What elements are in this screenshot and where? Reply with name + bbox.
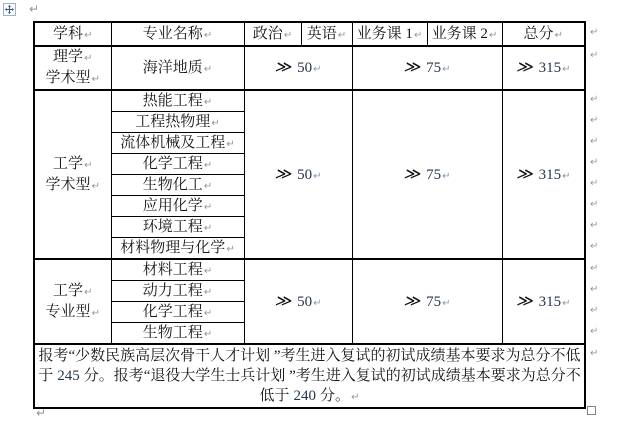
subject-line-text: 工学 (53, 155, 84, 172)
major-cell[interactable] (111, 259, 244, 281)
major-cell[interactable] (111, 175, 244, 196)
end-of-cell-mark: ↵ (413, 30, 423, 41)
gte-symbol: ≫ (274, 59, 292, 76)
end-of-row-mark: ↵ (590, 50, 599, 61)
admission-score-table (33, 21, 586, 409)
score-cell-business[interactable] (352, 259, 502, 344)
major-name: 热能工程 (142, 93, 203, 109)
end-of-cell-mark: ↵ (562, 297, 571, 309)
end-of-cell-mark: ↵ (351, 392, 360, 403)
subject-line-text: 理学 (53, 49, 84, 65)
score-value: 75 (426, 293, 442, 310)
end-of-cell-mark: ↵ (313, 64, 322, 75)
major-name: 工程热物理 (135, 114, 211, 130)
table-row (34, 259, 585, 281)
end-of-cell-mark: ↵ (91, 307, 100, 319)
end-of-cell-mark: ↵ (91, 180, 100, 192)
header-course1[interactable] (352, 22, 427, 46)
major-name: 环境工程 (142, 219, 203, 235)
score-cell-total[interactable] (502, 259, 585, 344)
score-value: 315 (538, 166, 562, 183)
end-of-cell-mark: ↵ (226, 244, 235, 255)
end-of-cell-mark: ↵ (313, 170, 322, 182)
gte-symbol: ≫ (403, 59, 421, 76)
paragraph-mark: ↵ (29, 2, 40, 16)
end-of-cell-mark: ↵ (84, 53, 93, 64)
end-of-cell-mark: ↵ (203, 202, 213, 213)
gte-symbol: ≫ (515, 165, 533, 183)
header-subject[interactable] (34, 22, 111, 46)
end-of-cell-mark: ↵ (84, 286, 93, 298)
major-name: 材料物理与化学 (120, 240, 226, 256)
end-of-cell-mark: ↵ (313, 297, 322, 309)
end-of-cell-mark: ↵ (203, 329, 213, 340)
subject-line-text: 学术型 (45, 70, 91, 86)
note-row (34, 344, 585, 408)
end-of-cell-mark: ↵ (91, 74, 100, 85)
header-english[interactable] (301, 22, 352, 46)
end-of-cell-mark: ↵ (203, 266, 213, 277)
major-name: 生物工程 (142, 325, 203, 341)
major-cell[interactable] (111, 323, 244, 345)
header-label: 学科 (53, 26, 84, 42)
note-text: 分。 (320, 388, 351, 404)
end-of-cell-mark: ↵ (203, 308, 213, 319)
subject-line-text: 专业型 (45, 303, 91, 320)
end-of-row-mark: ↵ (590, 326, 599, 338)
end-of-cell-mark: ↵ (203, 181, 213, 192)
note-text: 分。报考“退役大学生士兵计划 ”考生进入复试的初试成绩基本要求为总分不低于 (83, 368, 581, 404)
major-name: 化学工程 (142, 304, 203, 320)
header-label: 政治 (252, 26, 283, 42)
note-text: 报考“少数民族高层次骨干人才计划 ”考生进入复试的初试成绩基本要求为总分不低于 (38, 348, 581, 384)
end-of-cell-mark: ↵ (84, 159, 93, 171)
move-icon (5, 5, 14, 14)
header-major[interactable] (111, 22, 244, 46)
subject-line-text: 工学 (53, 282, 84, 299)
end-of-cell-mark: ↵ (203, 30, 213, 41)
end-of-cell-mark: ↵ (488, 30, 498, 41)
score-value: 50 (297, 293, 313, 310)
score-value: 75 (426, 166, 442, 183)
table-resize-handle[interactable] (587, 406, 596, 415)
major-cell[interactable] (111, 90, 244, 112)
end-of-row-mark: ↵ (590, 305, 599, 316)
major-name: 材料工程 (142, 262, 203, 278)
header-label: 总分 (523, 26, 554, 42)
score-cell-politics-english[interactable] (244, 259, 352, 344)
score-cell-total[interactable] (502, 90, 585, 259)
subject-cell-science-academic[interactable] (34, 46, 111, 90)
gte-symbol: ≫ (515, 59, 533, 76)
score-cell-politics-english[interactable] (244, 90, 352, 259)
end-of-cell-mark: ↵ (84, 30, 93, 41)
end-of-row-mark: ↵ (590, 157, 599, 168)
gte-symbol: ≫ (403, 165, 421, 183)
end-of-cell-mark: ↵ (283, 30, 293, 41)
major-cell[interactable] (111, 112, 244, 133)
score-value: 50 (297, 60, 313, 76)
paragraph-mark: ↵ (36, 406, 47, 420)
end-of-cell-mark: ↵ (562, 170, 571, 182)
subject-cell-engineering-academic[interactable] (34, 90, 111, 259)
subject-line-text: 学术型 (45, 176, 91, 193)
score-value: 75 (426, 60, 442, 76)
header-politics[interactable] (244, 22, 301, 46)
table-header-row (34, 22, 585, 46)
end-of-cell-mark: ↵ (203, 64, 213, 75)
note-score-240: 240 (293, 388, 317, 404)
major-cell[interactable] (111, 196, 244, 217)
gte-symbol: ≫ (274, 165, 292, 183)
table-row (34, 90, 585, 112)
table-row (34, 46, 585, 90)
end-of-row-mark: ↵ (590, 27, 599, 38)
score-cell-politics-english[interactable] (244, 46, 352, 90)
major-name: 流体机械及工程 (120, 135, 226, 151)
end-of-cell-mark: ↵ (211, 118, 220, 129)
end-of-cell-mark: ↵ (562, 64, 571, 75)
major-cell[interactable] (111, 217, 244, 238)
end-of-cell-mark: ↵ (203, 160, 213, 171)
major-name: 海洋地质 (142, 60, 203, 76)
end-of-row-mark: ↵ (590, 178, 599, 189)
major-cell[interactable] (111, 281, 244, 302)
end-of-cell-mark: ↵ (442, 297, 451, 309)
major-cell[interactable] (111, 154, 244, 175)
end-of-row-mark: ↵ (590, 93, 599, 105)
end-of-row-mark: ↵ (590, 284, 599, 295)
note-cell[interactable] (34, 344, 585, 408)
score-value: 315 (538, 60, 562, 76)
score-value: 315 (538, 293, 562, 310)
score-value: 50 (297, 166, 313, 183)
end-of-cell-mark: ↵ (442, 64, 451, 75)
end-of-row-mark: ↵ (590, 348, 599, 359)
header-label: 业务课 2 (431, 26, 488, 42)
major-cell[interactable] (111, 46, 244, 90)
end-of-row-mark: ↵ (590, 220, 599, 231)
header-label: 业务课 1 (356, 26, 413, 42)
major-cell[interactable] (111, 133, 244, 154)
end-of-cell-mark: ↵ (203, 287, 213, 298)
major-name: 化学工程 (142, 156, 203, 172)
end-of-cell-mark: ↵ (554, 30, 563, 41)
header-total[interactable] (502, 22, 585, 46)
gte-symbol: ≫ (515, 292, 533, 310)
major-name: 应用化学 (142, 198, 203, 214)
end-of-row-mark: ↵ (590, 241, 599, 253)
major-cell[interactable] (111, 302, 244, 323)
gte-symbol: ≫ (274, 292, 292, 310)
end-of-cell-mark: ↵ (442, 170, 451, 182)
major-cell[interactable] (111, 238, 244, 260)
score-cell-business[interactable] (352, 46, 502, 90)
header-course2[interactable] (427, 22, 502, 46)
end-of-row-mark: ↵ (590, 199, 599, 210)
end-of-cell-mark: ↵ (337, 30, 347, 41)
header-label: 英语 (306, 26, 337, 42)
note-score-245: 245 (57, 368, 80, 384)
end-of-row-mark: ↵ (590, 136, 599, 147)
table-move-handle[interactable] (3, 3, 16, 16)
end-of-row-mark: ↵ (590, 262, 599, 274)
end-of-row-mark: ↵ (590, 115, 599, 126)
header-label: 专业名称 (142, 26, 203, 42)
end-of-cell-mark: ↵ (203, 223, 213, 234)
score-cell-business[interactable] (352, 90, 502, 259)
end-of-cell-mark: ↵ (226, 139, 235, 150)
major-name: 生物化工 (142, 177, 203, 193)
major-name: 动力工程 (142, 283, 203, 299)
subject-cell-engineering-professional[interactable] (34, 259, 111, 344)
score-cell-total[interactable] (502, 46, 585, 90)
end-of-cell-mark: ↵ (203, 97, 213, 108)
gte-symbol: ≫ (403, 292, 421, 310)
